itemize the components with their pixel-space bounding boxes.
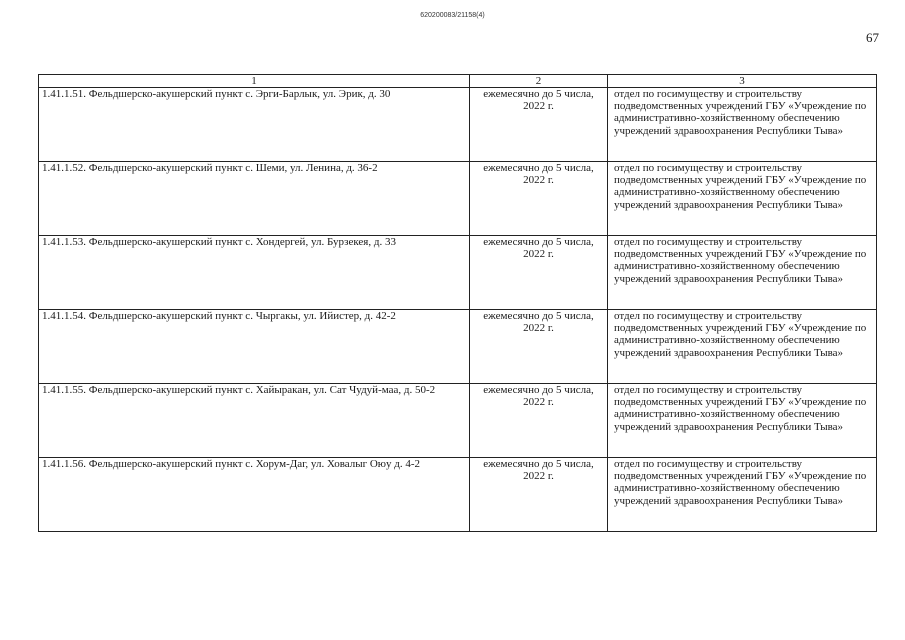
page-number: 67 <box>866 30 879 45</box>
item-cell: 1.41.1.51. Фельдшерско-акушерский пункт с. Эрги-Барлык, ул. Эрик, д. 30 <box>39 88 470 162</box>
item-cell: 1.41.1.56. Фельдшерско-акушерский пункт с. Хорум-Даг, ул. Ховалыг Оюу д. 4-2 <box>39 458 470 532</box>
table-row <box>39 310 877 384</box>
item-cell: 1.41.1.53. Фельдшерско-акушерский пункт с. Хондергей, ул. Бурзекея, д. 33 <box>39 236 470 310</box>
item-cell: 1.41.1.52. Фельдшерско-акушерский пункт с. Шеми, ул. Ленина, д. 36-2 <box>39 162 470 236</box>
table-row <box>39 458 877 532</box>
deadline-cell: ежемесячно до 5 числа, 2022 г. <box>470 162 608 236</box>
responsible-cell: отдел по госимуществу и строительству подведомственных учреждений ГБУ «Учреждение по административно-хозяйственному обеспечению учреждений здравоохранения Республики Тыва» <box>608 88 877 162</box>
responsible-cell: отдел по госимуществу и строительству подведомственных учреждений ГБУ «Учреждение по административно-хозяйственному обеспечению учреждений здравоохранения Республики Тыва» <box>608 458 877 532</box>
item-cell: 1.41.1.54. Фельдшерско-акушерский пункт с. Чыргакы, ул. Ийистер, д. 42-2 <box>39 310 470 384</box>
responsible-cell: отдел по госимуществу и строительству подведомственных учреждений ГБУ «Учреждение по административно-хозяйственному обеспечению учреждений здравоохранения Республики Тыва» <box>608 162 877 236</box>
table-row <box>39 88 877 162</box>
deadline-cell: ежемесячно до 5 числа, 2022 г. <box>470 88 608 162</box>
table-row <box>39 236 877 310</box>
deadline-cell: ежемесячно до 5 числа, 2022 г. <box>470 384 608 458</box>
deadline-cell: ежемесячно до 5 числа, 2022 г. <box>470 310 608 384</box>
table-row <box>39 162 877 236</box>
deadline-cell: ежемесячно до 5 числа, 2022 г. <box>470 458 608 532</box>
column-header-2: 2 <box>470 75 608 88</box>
column-header-3: 3 <box>608 75 877 88</box>
document-code: 620200083/21158(4) <box>420 12 485 19</box>
responsible-cell: отдел по госимуществу и строительству подведомственных учреждений ГБУ «Учреждение по административно-хозяйственному обеспечению учреждений здравоохранения Республики Тыва» <box>608 384 877 458</box>
schedule-table <box>38 74 877 532</box>
responsible-cell: отдел по госимуществу и строительству подведомственных учреждений ГБУ «Учреждение по административно-хозяйственному обеспечению учреждений здравоохранения Республики Тыва» <box>608 310 877 384</box>
table-header-row <box>39 75 877 88</box>
column-header-1: 1 <box>39 75 470 88</box>
table-row <box>39 384 877 458</box>
item-cell: 1.41.1.55. Фельдшерско-акушерский пункт с. Хайыракан, ул. Сат Чудуй-маа, д. 50-2 <box>39 384 470 458</box>
responsible-cell: отдел по госимуществу и строительству подведомственных учреждений ГБУ «Учреждение по административно-хозяйственному обеспечению учреждений здравоохранения Республики Тыва» <box>608 236 877 310</box>
deadline-cell: ежемесячно до 5 числа, 2022 г. <box>470 236 608 310</box>
